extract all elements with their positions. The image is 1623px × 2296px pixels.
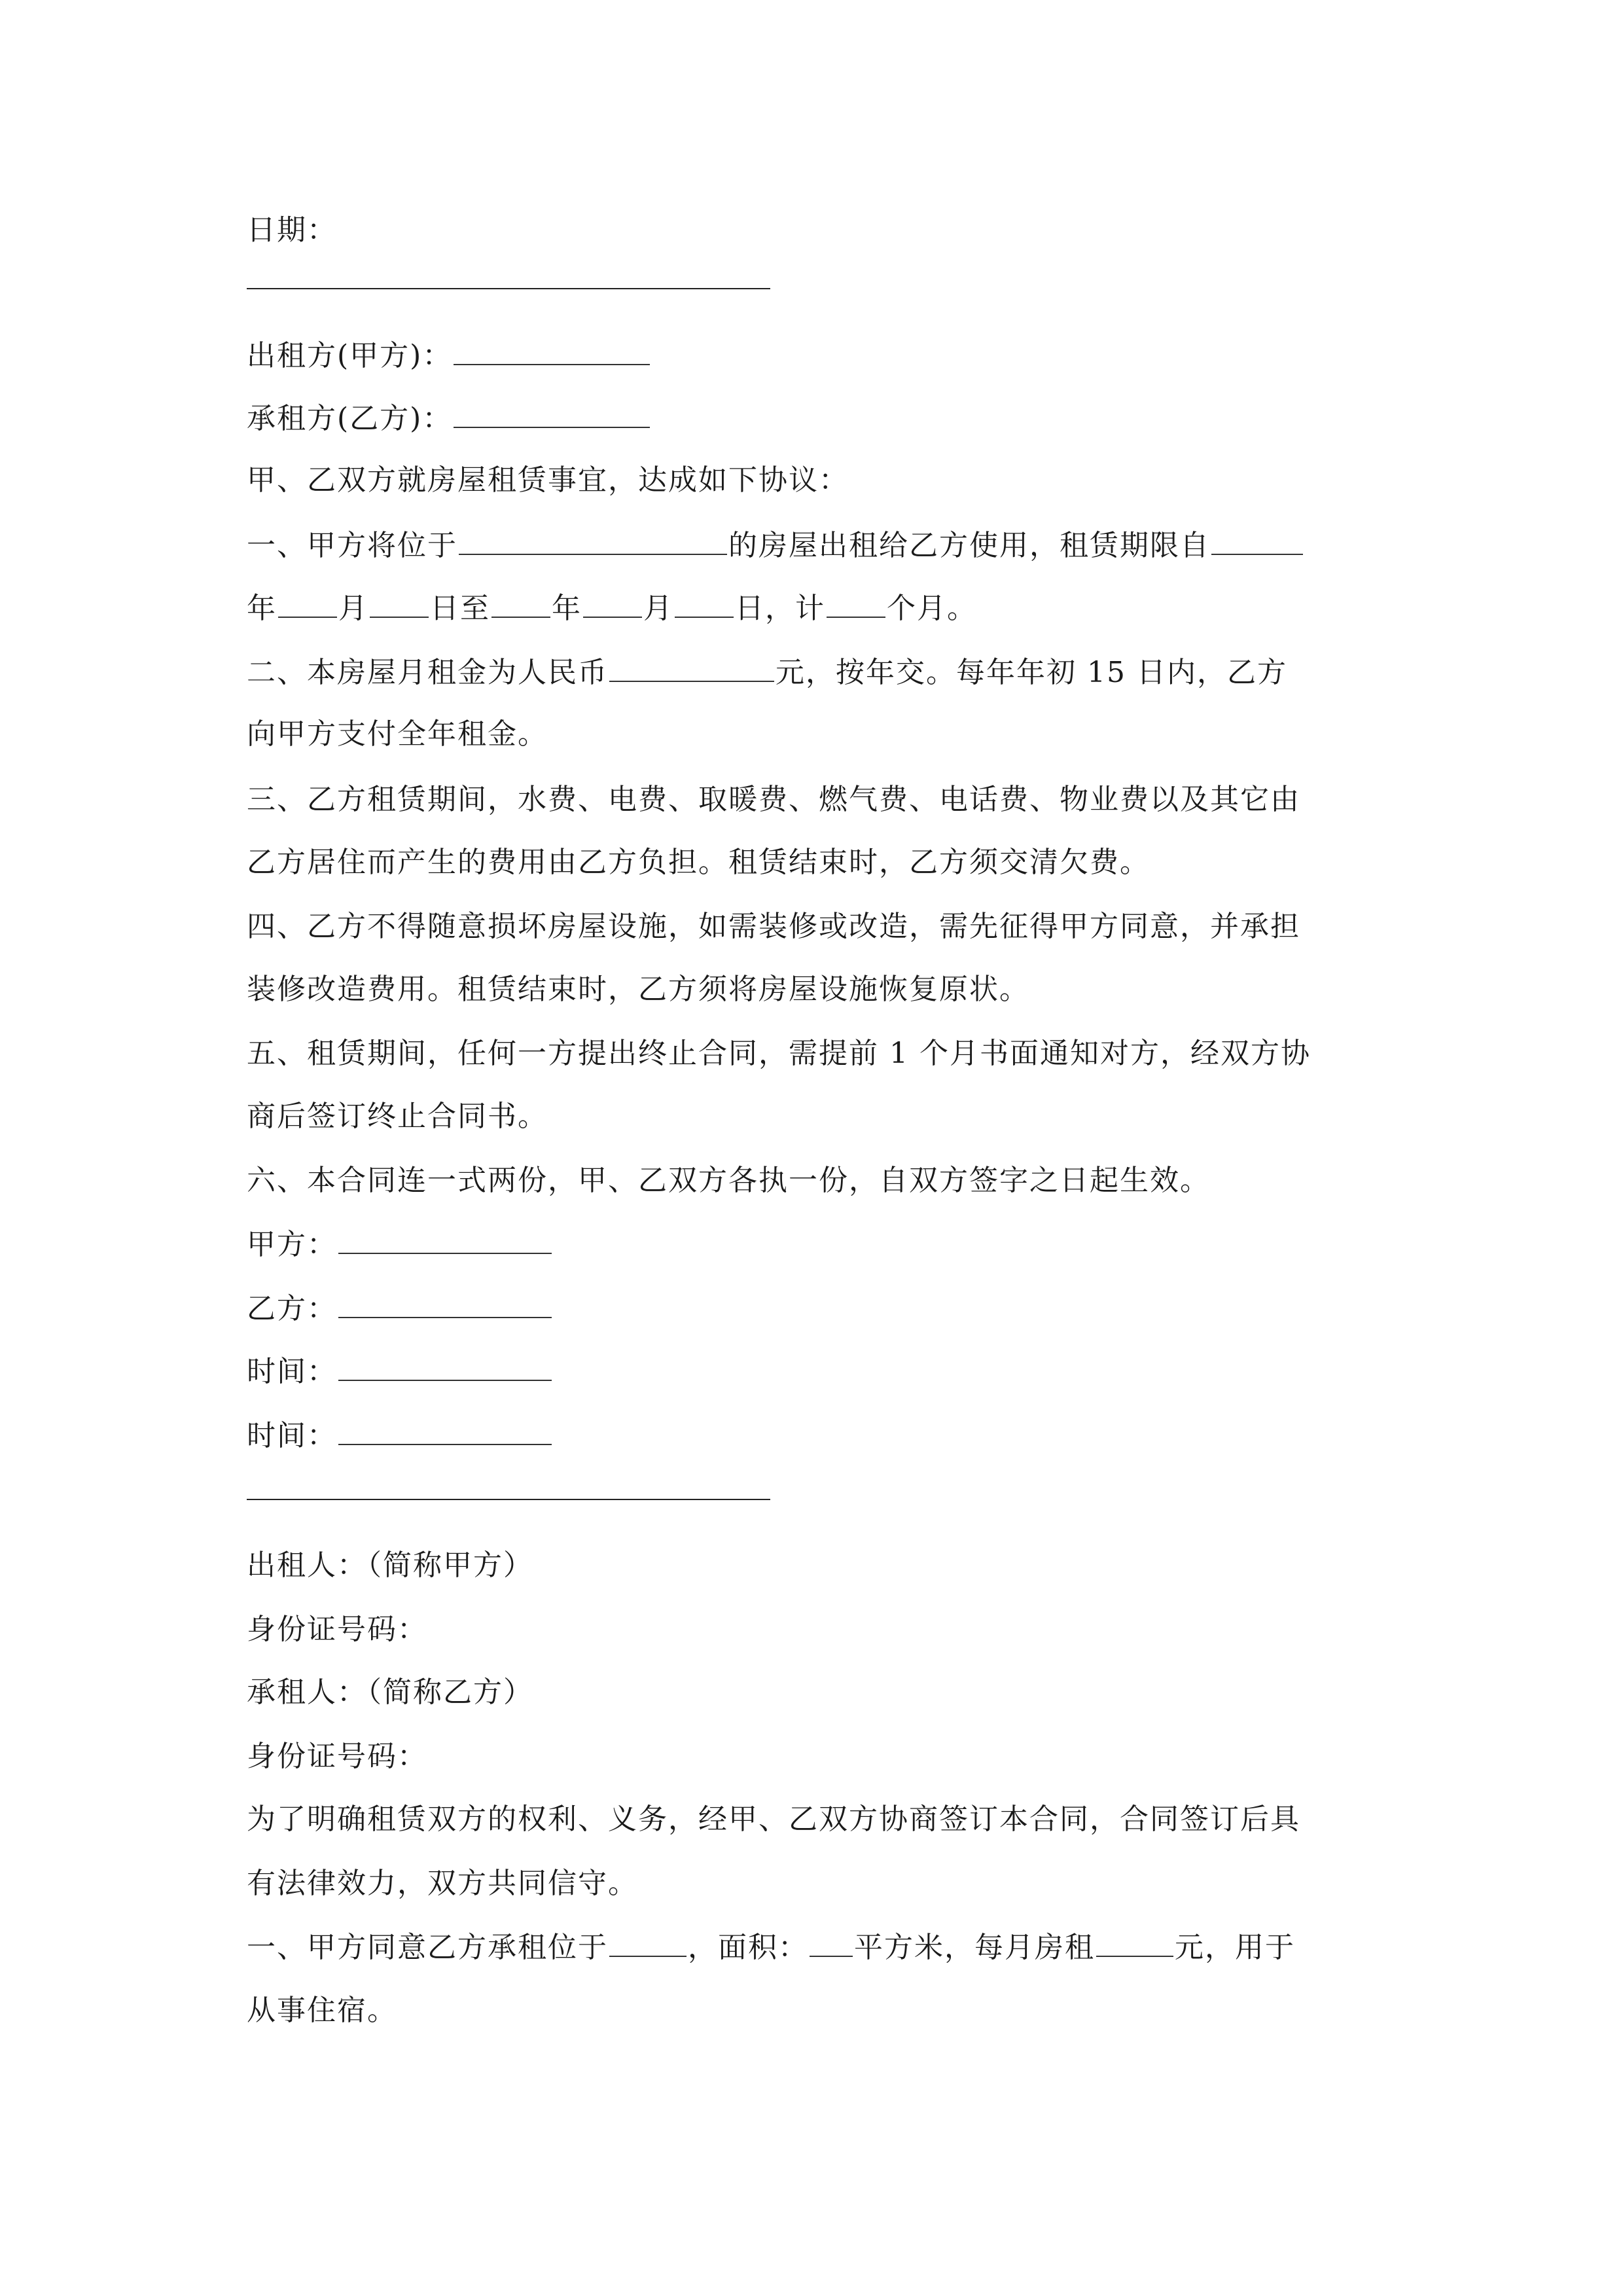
separator-rule-bottom <box>247 1499 770 1500</box>
signature-b-line: 乙方： <box>247 1288 1385 1329</box>
paragraph-2-line-2: 有法律效力，双方共同信守。 <box>247 1867 638 1900</box>
clause-4-line-2: 装修改造费用。租赁结束时，乙方须将房屋设施恢复原状。 <box>247 973 1029 1006</box>
clause-1-line-2: 年 月 日至 年 月 日，计 个月。 <box>247 588 1385 628</box>
end-month-blank <box>583 588 642 618</box>
clause-5-line-2: 商后签订终止合同书。 <box>247 1100 548 1133</box>
lessee-id-label: 身份证号码： <box>247 1740 427 1773</box>
rent-amount-blank <box>609 652 774 682</box>
location-blank <box>459 525 727 555</box>
clause-2-line-1: 二、本房屋月租金为人民币 元，按年交。每年年初 15 日内，乙方 <box>247 652 1385 692</box>
separator-rule-top <box>247 288 770 289</box>
start-day-blank <box>370 588 429 618</box>
clause-4-line-1: 四、乙方不得随意损坏房屋设施，如需装修或改造，需先征得甲方同意，并承担 <box>247 910 1300 943</box>
time-2-blank <box>338 1415 552 1445</box>
start-month-blank <box>278 588 337 618</box>
party-b-line: 承租方(乙方)： <box>247 398 1385 439</box>
clause-1-line-1: 一、甲方将位于 的房屋出租给乙方使用，租赁期限自 <box>247 525 1385 565</box>
date-label: 日期： <box>247 213 337 247</box>
start-year-blank <box>1211 525 1303 555</box>
lessee-label: 承租人：（简称乙方） <box>247 1676 533 1709</box>
paragraph-2-clause-1-line-1: 一、甲方同意乙方承租位于 ，面积： 平方米，每月房租 元，用于 <box>247 1927 1385 1967</box>
end-year-blank <box>491 588 550 618</box>
party-a-line: 出租方(甲方)： <box>247 335 1385 376</box>
lessor-label: 出租人：（简称甲方） <box>247 1549 533 1582</box>
paragraph-2-clause-1-line-2: 从事住宿。 <box>247 1994 397 2027</box>
time-1-line: 时间： <box>247 1351 1385 1391</box>
party-a-blank <box>454 335 650 365</box>
party-b-blank <box>454 398 650 428</box>
signature-a-line: 甲方： <box>247 1224 1385 1265</box>
signature-b-blank <box>338 1288 552 1318</box>
end-day-blank <box>675 588 734 618</box>
monthly-rent-blank <box>1096 1927 1173 1957</box>
clause-3-line-2: 乙方居住而产生的费用由乙方负担。租赁结束时，乙方须交清欠费。 <box>247 846 1150 879</box>
paragraph-2-line-1: 为了明确租赁双方的权利、义务，经甲、乙双方协商签订本合同，合同签订后具 <box>247 1803 1300 1836</box>
lessor-id-label: 身份证号码： <box>247 1613 427 1646</box>
clause-3-line-1: 三、乙方租赁期间，水费、电费、取暖费、燃气费、电话费、物业费以及其它由 <box>247 783 1300 816</box>
signature-a-blank <box>338 1224 552 1254</box>
clause-5-line-1: 五、租赁期间，任何一方提出终止合同，需提前 1 个月书面通知对方，经双方协 <box>247 1037 1311 1070</box>
clause-6: 六、本合同连一式两份，甲、乙双方各执一份，自双方签字之日起生效。 <box>247 1164 1210 1197</box>
time-1-blank <box>338 1351 552 1381</box>
clause-2-line-2: 向甲方支付全年租金。 <box>247 717 548 751</box>
p2-location-blank <box>609 1927 687 1957</box>
area-blank <box>810 1927 853 1957</box>
months-blank <box>827 588 885 618</box>
time-2-line: 时间： <box>247 1415 1385 1456</box>
intro-paragraph: 甲、乙双方就房屋租赁事宜，达成如下协议： <box>247 463 849 497</box>
